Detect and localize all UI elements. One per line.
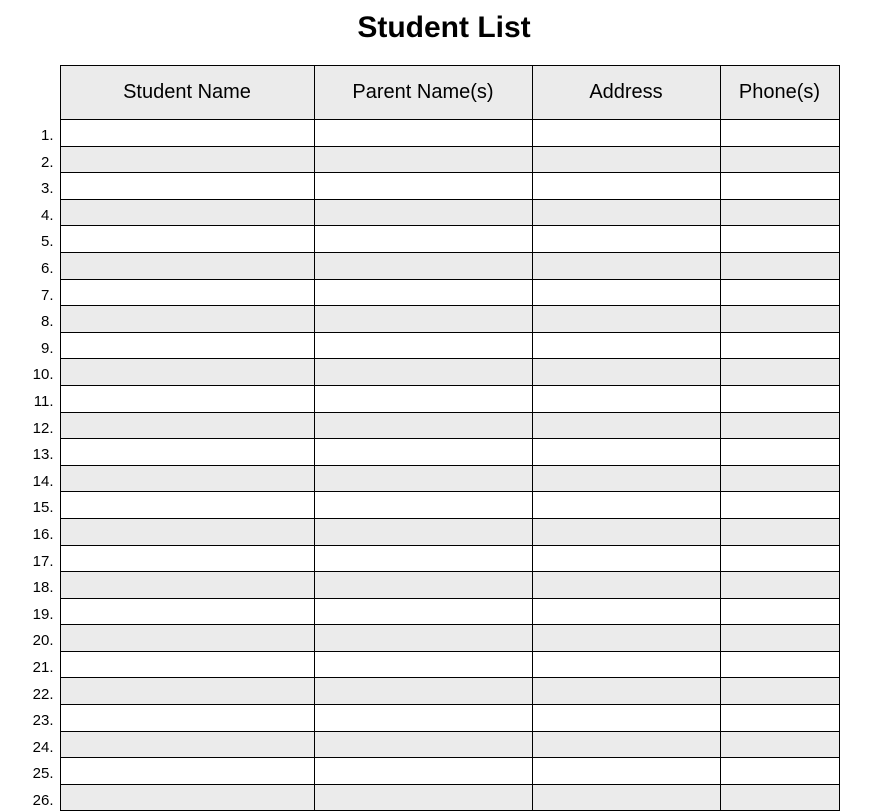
table-row [0, 492, 839, 519]
row-number: 18. [32, 579, 54, 597]
student-name-cell [60, 439, 314, 466]
table-row [0, 412, 839, 439]
row-number: 21. [32, 658, 54, 676]
phones-cell [720, 545, 839, 572]
parent-names-cell [314, 705, 532, 732]
student-list-table [0, 65, 840, 811]
parent-names-cell [314, 465, 532, 492]
address-cell [532, 146, 720, 173]
row-number: 5. [40, 233, 54, 251]
table-row [0, 625, 839, 652]
phones-cell [720, 784, 839, 811]
address-cell [532, 625, 720, 652]
parent-names-cell [314, 199, 532, 226]
table-row [0, 572, 839, 599]
phones-cell [720, 465, 839, 492]
address-cell [532, 651, 720, 678]
table-row [0, 705, 839, 732]
parent-names-cell [314, 252, 532, 279]
address-cell [532, 465, 720, 492]
table-row [0, 465, 839, 492]
table-row [0, 226, 839, 253]
parent-names-cell [314, 784, 532, 811]
phones-cell [720, 598, 839, 625]
student-name-cell [60, 465, 314, 492]
column-header-address: Address [532, 66, 720, 120]
parent-names-cell [314, 385, 532, 412]
parent-names-cell [314, 306, 532, 333]
student-list-table-wrap [0, 65, 840, 811]
address-cell [532, 678, 720, 705]
parent-names-cell [314, 173, 532, 200]
address-cell [532, 705, 720, 732]
row-number: 8. [40, 313, 54, 331]
parent-names-cell [314, 625, 532, 652]
table-row [0, 252, 839, 279]
table-row [0, 332, 839, 359]
row-number: 17. [32, 552, 54, 570]
student-name-cell [60, 784, 314, 811]
phones-cell [720, 120, 839, 147]
student-name-cell [60, 572, 314, 599]
phones-cell [720, 518, 839, 545]
phones-cell [720, 332, 839, 359]
row-number: 15. [32, 499, 54, 517]
student-name-cell [60, 226, 314, 253]
student-name-cell [60, 332, 314, 359]
table-row [0, 731, 839, 758]
student-name-cell [60, 705, 314, 732]
phones-cell [720, 758, 839, 785]
address-cell [532, 199, 720, 226]
student-name-cell [60, 731, 314, 758]
student-name-cell [60, 625, 314, 652]
table-row [0, 439, 839, 466]
address-cell [532, 572, 720, 599]
student-name-cell [60, 412, 314, 439]
table-row [0, 678, 839, 705]
phones-cell [720, 492, 839, 519]
table-row [0, 146, 839, 173]
table-row [0, 173, 839, 200]
parent-names-cell [314, 731, 532, 758]
row-number: 16. [32, 526, 54, 543]
row-number: 20. [32, 632, 54, 650]
address-cell [532, 226, 720, 253]
parent-names-cell [314, 598, 532, 625]
row-number: 3. [40, 180, 54, 198]
table-row [0, 598, 839, 625]
address-cell [532, 332, 720, 359]
phones-cell [720, 226, 839, 253]
address-cell [532, 492, 720, 519]
table-row [0, 545, 839, 572]
parent-names-cell [314, 758, 532, 785]
parent-names-cell [314, 412, 532, 439]
phones-cell [720, 572, 839, 599]
row-number: 13. [32, 446, 54, 464]
student-name-cell [60, 492, 314, 519]
address-cell [532, 359, 720, 386]
row-number: 4. [40, 206, 54, 224]
student-name-cell [60, 518, 314, 545]
address-cell [532, 252, 720, 279]
address-cell [532, 518, 720, 545]
row-number: 25. [32, 765, 54, 783]
student-name-cell [60, 385, 314, 412]
row-number: 9. [40, 339, 54, 357]
phones-cell [720, 146, 839, 173]
student-name-cell [60, 306, 314, 333]
student-name-cell [60, 651, 314, 678]
student-name-cell [60, 199, 314, 226]
address-cell [532, 306, 720, 333]
student-name-cell [60, 173, 314, 200]
corner-cell [0, 66, 60, 120]
phones-cell [720, 385, 839, 412]
row-number: 22. [32, 685, 54, 703]
parent-names-cell [314, 332, 532, 359]
column-header-student-name: Student Name [60, 66, 314, 120]
parent-names-cell [314, 439, 532, 466]
parent-names-cell [314, 120, 532, 147]
parent-names-cell [314, 279, 532, 306]
row-number: 6. [40, 260, 54, 278]
table-row [0, 518, 839, 545]
row-number: 1. [40, 127, 54, 145]
column-header-parent-names: Parent Name(s) [314, 66, 532, 120]
row-number: 24. [32, 738, 54, 756]
page-title: Student List [357, 11, 531, 44]
address-cell [532, 598, 720, 625]
table-row [0, 359, 839, 386]
phones-cell [720, 439, 839, 466]
parent-names-cell [314, 359, 532, 386]
header-row [0, 66, 839, 120]
phones-cell [720, 306, 839, 333]
address-cell [532, 731, 720, 758]
table-row [0, 784, 839, 811]
student-name-cell [60, 545, 314, 572]
table-row [0, 279, 839, 306]
phones-cell [720, 651, 839, 678]
row-number: 14. [32, 472, 54, 490]
table-row [0, 199, 839, 226]
row-number: 26. [32, 791, 54, 809]
parent-names-cell [314, 678, 532, 705]
column-header-phones: Phone(s) [720, 66, 839, 120]
student-name-cell [60, 252, 314, 279]
table-row [0, 306, 839, 333]
phones-cell [720, 412, 839, 439]
row-number: 2. [40, 153, 54, 171]
parent-names-cell [314, 572, 532, 599]
phones-cell [720, 279, 839, 306]
student-name-cell [60, 598, 314, 625]
parent-names-cell [314, 545, 532, 572]
student-name-cell [60, 359, 314, 386]
table-body [0, 120, 839, 811]
address-cell [532, 758, 720, 785]
address-cell [532, 173, 720, 200]
row-number: 12. [32, 419, 54, 437]
address-cell [532, 412, 720, 439]
phones-cell [720, 705, 839, 732]
parent-names-cell [314, 518, 532, 545]
table-row [0, 385, 839, 412]
phones-cell [720, 252, 839, 279]
address-cell [532, 279, 720, 306]
phones-cell [720, 173, 839, 200]
table-row [0, 120, 839, 147]
student-name-cell [60, 678, 314, 705]
row-number: 19. [32, 605, 54, 623]
phones-cell [720, 678, 839, 705]
student-name-cell [60, 758, 314, 785]
table-row [0, 651, 839, 678]
parent-names-cell [314, 651, 532, 678]
student-name-cell [60, 120, 314, 147]
row-number: 7. [40, 286, 54, 304]
address-cell [532, 385, 720, 412]
parent-names-cell [314, 226, 532, 253]
phones-cell [720, 199, 839, 226]
address-cell [532, 784, 720, 811]
address-cell [532, 439, 720, 466]
row-number: 23. [32, 712, 54, 730]
phones-cell [720, 625, 839, 652]
address-cell [532, 120, 720, 147]
address-cell [532, 545, 720, 572]
student-name-cell [60, 146, 314, 173]
parent-names-cell [314, 492, 532, 519]
row-number: 10. [32, 366, 54, 384]
row-number: 11. [33, 393, 54, 411]
phones-cell [720, 359, 839, 386]
student-name-cell [60, 279, 314, 306]
phones-cell [720, 731, 839, 758]
table-row [0, 758, 839, 785]
parent-names-cell [314, 146, 532, 173]
